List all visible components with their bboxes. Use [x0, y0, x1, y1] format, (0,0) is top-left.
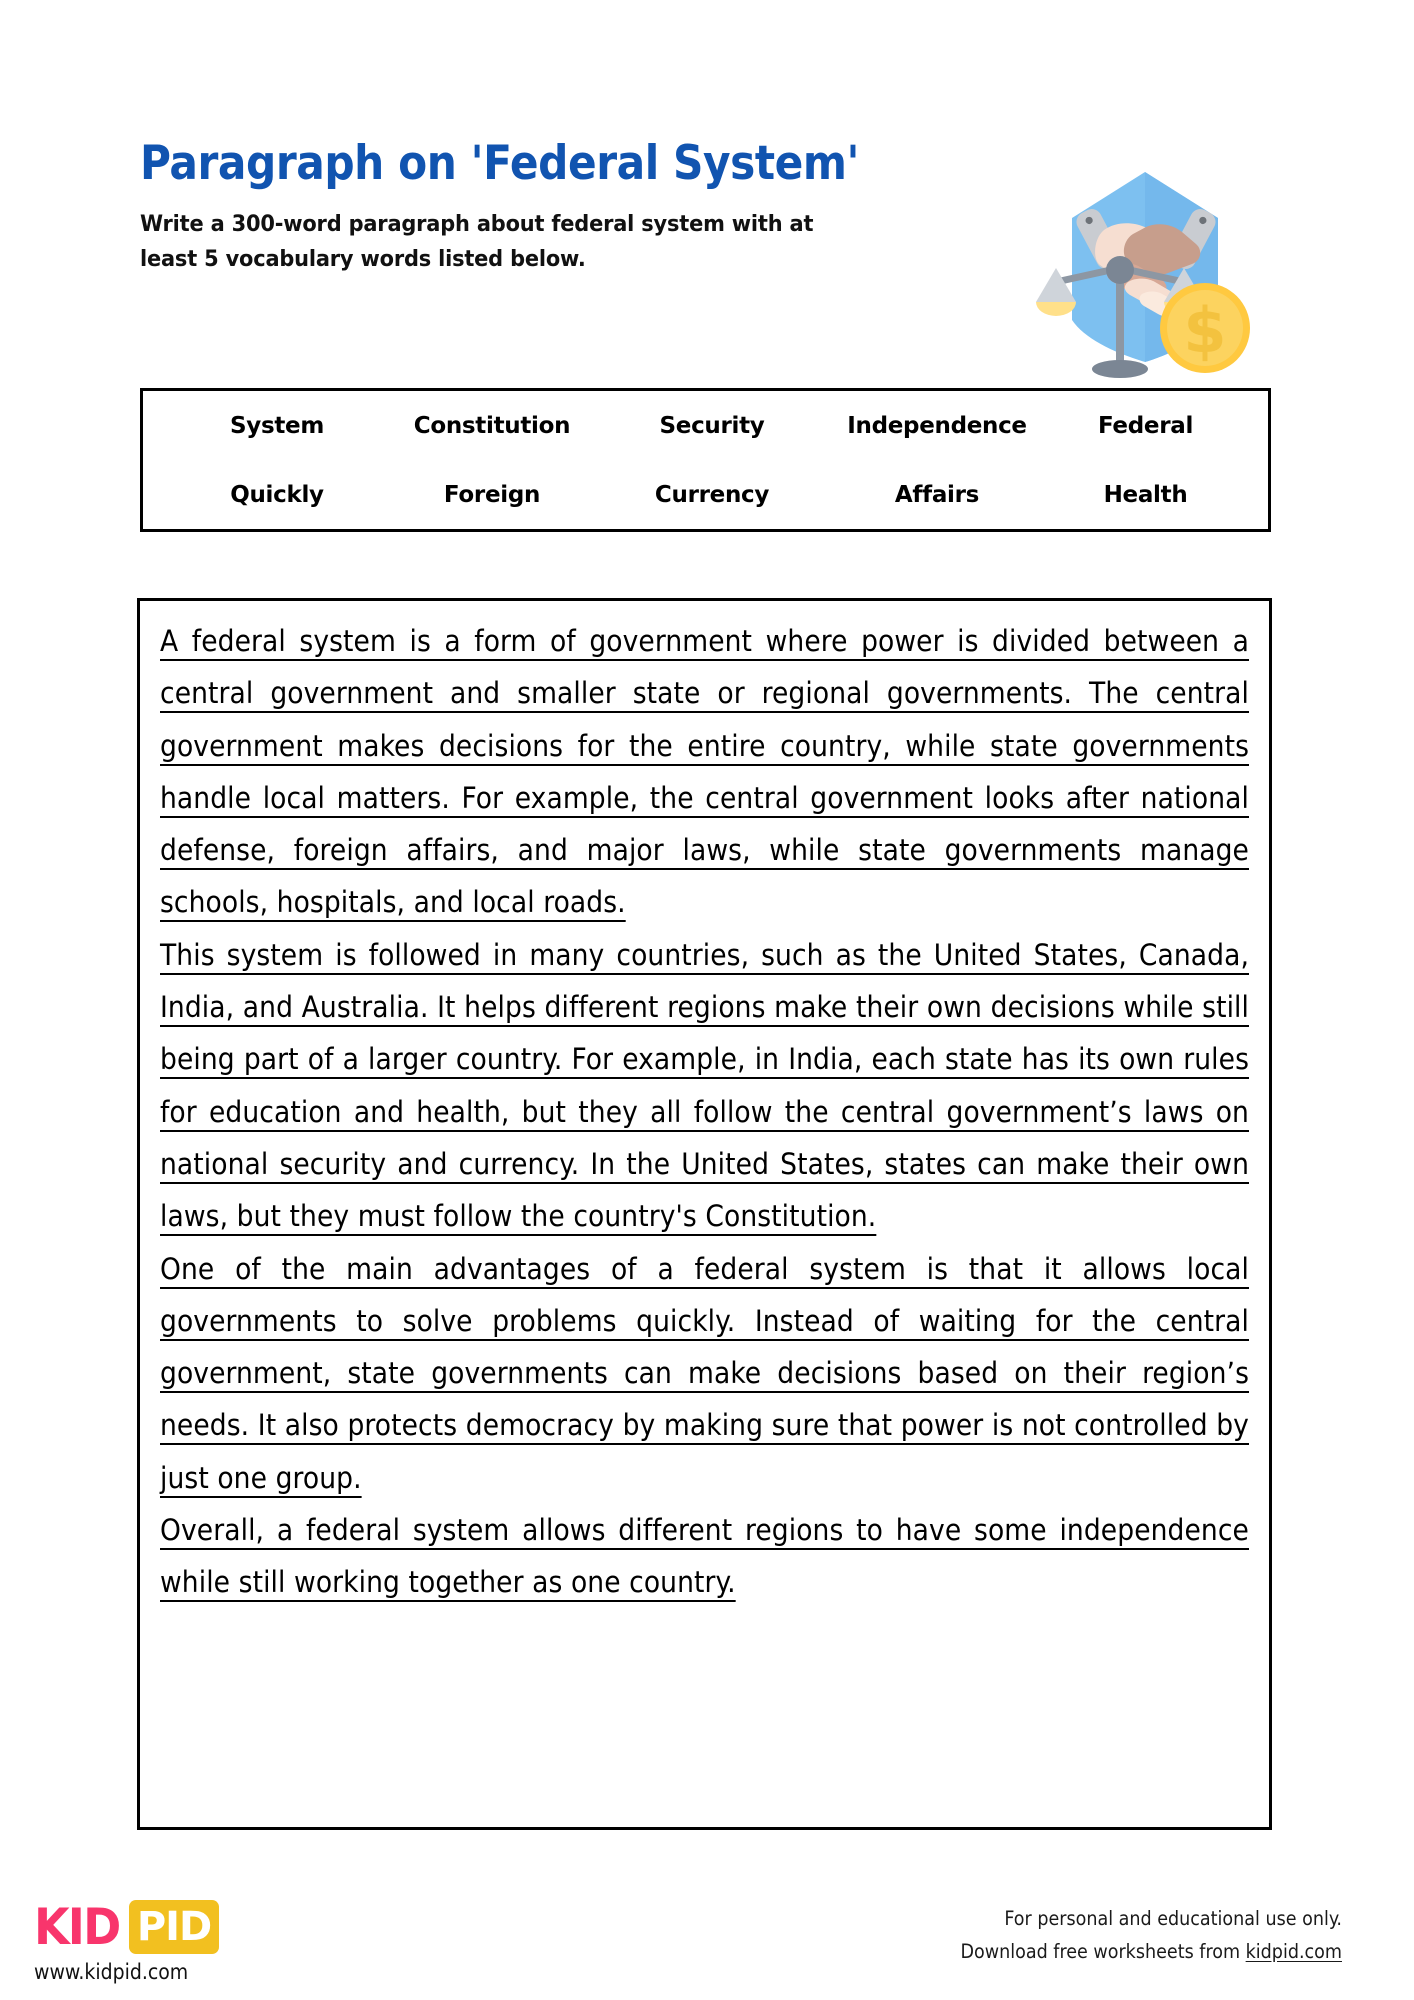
footer-attribution: [961, 1902, 1343, 1968]
answer-paragraph: This system is followed in many countries, such as the United States, Canada, India, and Australia. It helps different regions make their own decisions while still being part of a larger country. For example, in India, each state has its own rules for education and health, but they all follow the central government’s laws on national security and currency. In the United States, states can make their own laws, but they must follow the country's Constitution.: [160, 937, 1249, 1234]
vocab-word: Currency: [654, 481, 770, 508]
logo-website-url: www.kidpid.com: [34, 1960, 189, 1984]
logo-mark: [34, 1900, 219, 1954]
vocab-word: System: [229, 412, 324, 439]
logo-kid-text: KID: [34, 1898, 120, 1956]
vocab-word: Affairs: [894, 481, 980, 508]
footer-note-line-2: [961, 1935, 1343, 1968]
shield-handshake-scales-coin-icon: [1000, 130, 1250, 380]
instruction-text: [140, 207, 912, 277]
vocab-word: Federal: [1097, 412, 1194, 439]
answer-paragraph: A federal system is a form of government where power is divided between a central government and smaller state or regional governments. The central government makes decisions for the entire country, while state governments handle local matters. For example, the central government looks after national defense, foreign affairs, and major laws, while state governments manage schools, hospitals, and local roads.: [160, 624, 1249, 920]
page-footer: [0, 1880, 1414, 2000]
page-title: Paragraph on 'Federal System': [140, 136, 860, 191]
vocab-word: Health: [1103, 481, 1188, 508]
instruction-line-1: Write a 300-word paragraph about federal system with at: [140, 211, 814, 237]
vocabulary-box: [140, 388, 1271, 532]
vocab-word: Constitution: [413, 412, 571, 439]
kidpid-link[interactable]: kidpid.com: [1245, 1940, 1342, 1963]
footer-note-prefix: Download free worksheets from: [960, 1940, 1246, 1963]
instruction-line-2: least 5 vocabulary words listed below.: [140, 245, 586, 272]
vocab-word: Foreign: [443, 481, 541, 508]
logo-pid-badge: PID: [129, 1900, 219, 1954]
vocab-word: Independence: [847, 412, 1027, 439]
vocabulary-row-1: [143, 391, 1268, 460]
kidpid-logo[interactable]: [34, 1900, 219, 1984]
vocabulary-row-2: [143, 460, 1268, 529]
vocab-word: Security: [659, 412, 765, 439]
answer-writing-area[interactable]: [137, 598, 1272, 1830]
answer-paragraph: Overall, a federal system allows different regions to have some independence while still working together as one country.: [160, 1513, 1249, 1600]
vocab-word: Quickly: [230, 481, 324, 508]
answer-paragraph: One of the main advantages of a federal system is that it allows local governments to solve problems quickly. Instead of waiting for the central government, state governments can make decisions based on their region’s needs. It also protects democracy by making sure that power is not controlled by just one group.: [160, 1251, 1249, 1495]
svg-text:$: $: [1183, 294, 1227, 367]
footer-note-line-1: For personal and educational use only.: [1004, 1907, 1342, 1930]
answer-text: [160, 615, 1249, 1609]
